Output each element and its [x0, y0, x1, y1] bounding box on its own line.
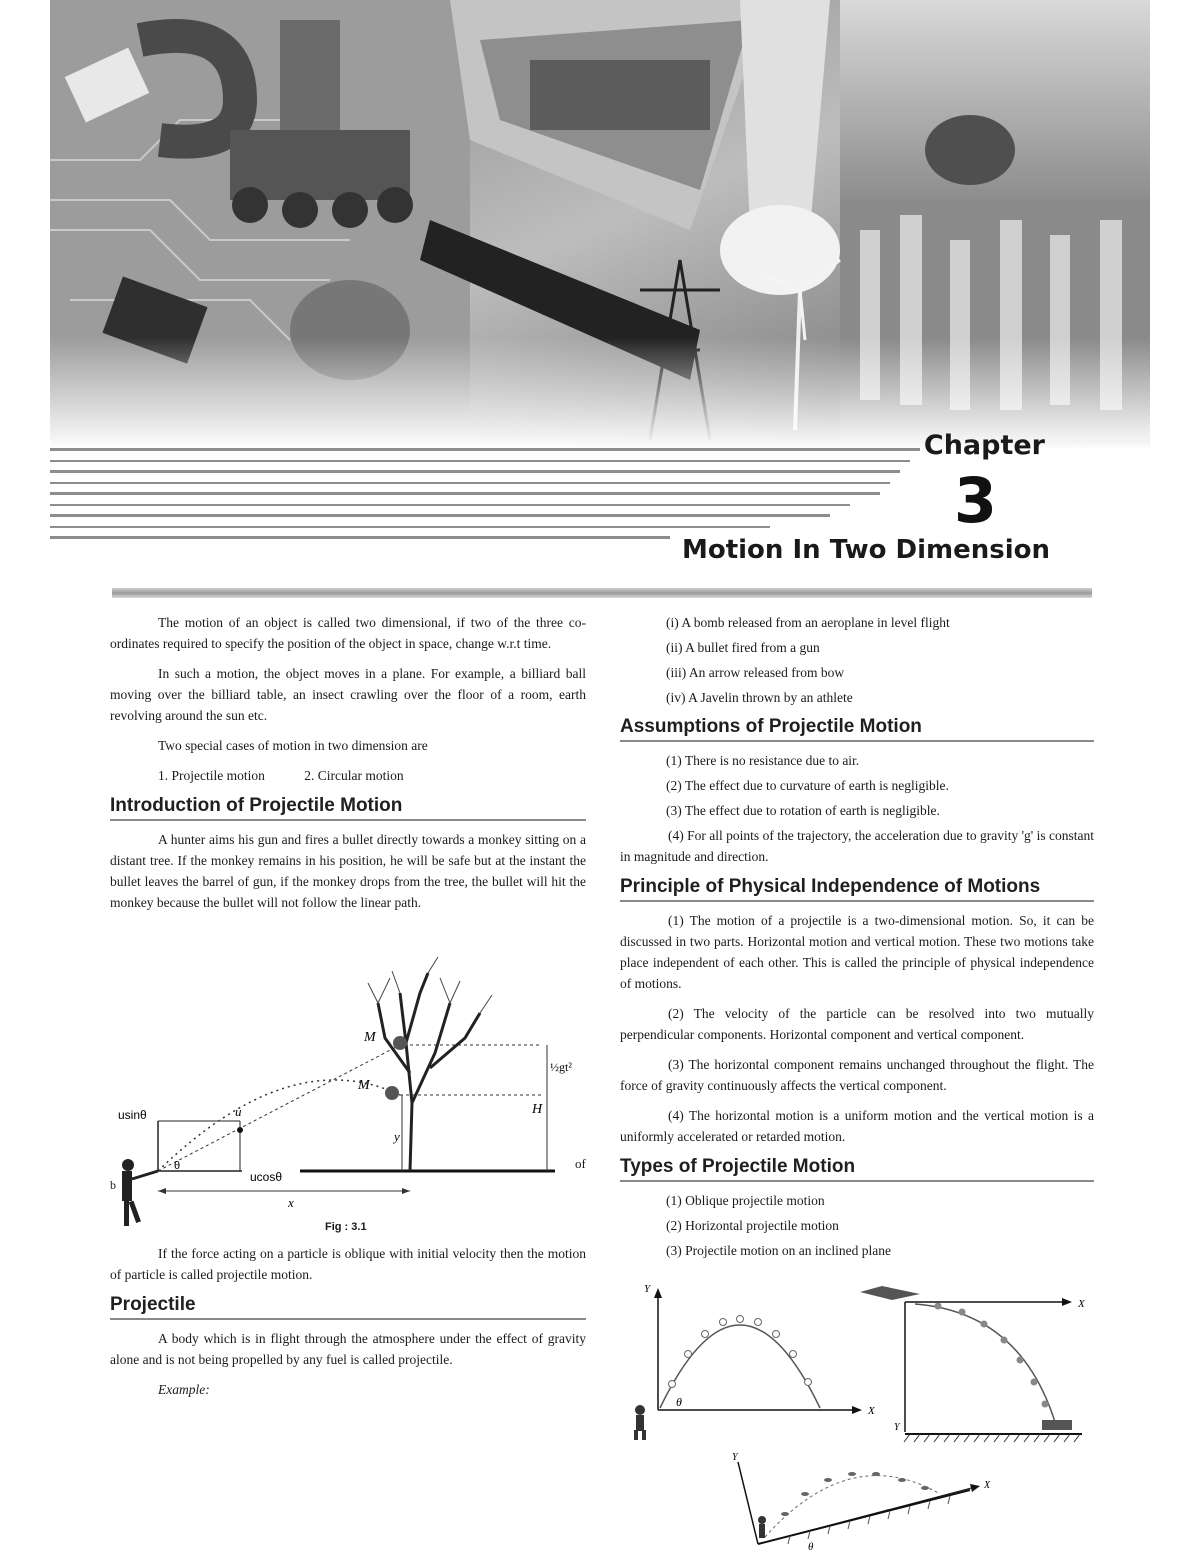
list-item: (ii) A bullet fired from a gun: [666, 640, 820, 655]
special-cases-list: [158, 765, 586, 786]
list-item: (3) The effect due to rotation of earth is negligible.: [666, 803, 940, 818]
chapter-banner-collage: [50, 0, 1150, 450]
paragraph: (3) The horizontal component remains unchanged throughout the flight. The force of gravity continuously affects the vertical component.: [620, 1057, 1094, 1093]
paragraph: (4) The horizontal motion is a uniform motion and the vertical motion is a uniformly accelerated or retarded motion.: [620, 1108, 1094, 1144]
paragraph: If the force acting on a particle is oblique with initial velocity then the motion of particle is called projectile motion.: [110, 1246, 586, 1282]
list-item: (2) Horizontal projectile motion: [666, 1218, 839, 1233]
figure-diagram: [110, 943, 586, 1243]
ucos-label: ucosθ: [250, 1170, 283, 1184]
paragraph: In such a motion, the object moves in a plane. For example, a billiard ball moving over the billiard table, an insect crawling over the floor of a room, earth revolving around the sun etc.: [110, 666, 586, 723]
right-column: [620, 612, 1094, 1265]
axis-label-x: X: [868, 1405, 875, 1417]
list-item: (1) There is no resistance due to air.: [666, 753, 860, 768]
angle-label: θ: [676, 1395, 682, 1409]
angle-label: θ: [808, 1541, 814, 1552]
axis-label-y: Y: [732, 1452, 738, 1463]
projectile-types-diagram: [620, 1282, 1100, 1552]
axis-label-y: Y: [894, 1422, 900, 1433]
H-label: H: [532, 1102, 543, 1117]
list-item: (2) The effect due to curvature of earth is negligible.: [666, 778, 949, 793]
list-item: (3) Projectile motion on an inclined plane: [666, 1243, 891, 1258]
section-heading: Projectile: [110, 1294, 586, 1320]
list-item: 2. Circular motion: [304, 768, 404, 783]
example-label: Example:: [158, 1382, 210, 1397]
chapter-number: 3: [953, 464, 997, 537]
stray-text: of: [575, 1156, 586, 1171]
chapter-label: Chapter: [923, 430, 1045, 461]
chapter-title: Motion In Two Dimension: [681, 535, 1050, 565]
figure-monkey-hunter: [110, 943, 586, 1243]
usin-label: usinθ: [118, 1108, 147, 1122]
section-heading: Assumptions of Projectile Motion: [620, 716, 1094, 742]
paragraph: (4) For all points of the trajectory, the acceleration due to gravity 'g' is constant in magnitude and direction.: [620, 828, 1094, 864]
y-label: y: [394, 1129, 400, 1144]
x-label: x: [288, 1195, 294, 1210]
list-item: (iii) An arrow released from bow: [666, 665, 845, 680]
list-item: (i) A bomb released from an aeroplane in level flight: [666, 615, 950, 630]
paragraph: (2) The velocity of the particle can be resolved into two mutually perpendicular components. Horizontal component and vertical component.: [620, 1006, 1094, 1042]
paragraph: The motion of an object is called two dimensional, if two of the three co-ordinates required to specify the position of the object in space, change w.r.t time.: [110, 615, 586, 651]
axis-label-x: X: [984, 1480, 991, 1491]
section-divider: [112, 588, 1092, 598]
left-column: [110, 612, 586, 1400]
u-label: u: [235, 1104, 242, 1119]
paragraph: A body which is in flight through the atmosphere under the effect of gravity alone and is not being propelled by any fuel is called projectile.: [110, 1331, 586, 1367]
list-item: (iv) A Javelin thrown by an athlete: [666, 690, 853, 705]
figure-caption: Fig : 3.1: [325, 1221, 367, 1233]
axis-label-y: Y: [644, 1283, 651, 1295]
monkey-label-bottom: M: [358, 1078, 370, 1093]
axis-label-x: X: [1078, 1298, 1085, 1310]
paragraph: (1) The motion of a projectile is a two-dimensional motion. So, it can be discussed in two parts. Horizontal motion and vertical motion. These two motions take place independent of each other. This is called the principle of physical independence of motions.: [620, 913, 1094, 991]
half-gt2-label: ½gt²: [550, 1060, 572, 1074]
monkey-label-top: M: [364, 1030, 376, 1045]
stray-text: b: [110, 1178, 116, 1192]
list-item: (1) Oblique projectile motion: [666, 1193, 825, 1208]
section-heading: Principle of Physical Independence of Motions: [620, 876, 1094, 902]
section-heading: Types of Projectile Motion: [620, 1156, 1094, 1182]
paragraph: A hunter aims his gun and fires a bullet directly towards a monkey sitting on a distant tree. If the monkey remains in his position, he will be safe but at the instant the bullet leaves the barrel of gun, if the monkey drops from the tree, the bullet will hit the monkey because the bullet will not follow the linear path.: [110, 832, 586, 910]
list-item: 1. Projectile motion: [158, 768, 265, 783]
section-heading: Introduction of Projectile Motion: [110, 795, 586, 821]
paragraph: Two special cases of motion in two dimension are: [158, 738, 428, 753]
theta-label: θ: [174, 1160, 181, 1172]
